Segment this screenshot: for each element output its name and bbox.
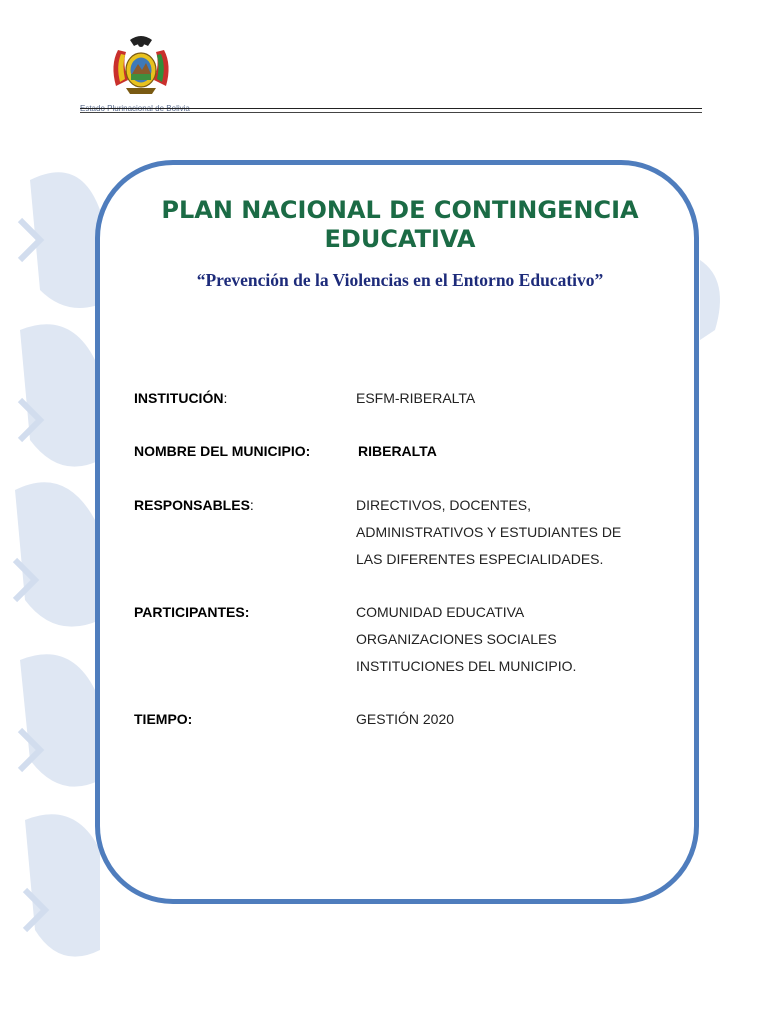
responsables-line: ADMINISTRATIVOS Y ESTUDIANTES DE (356, 524, 622, 540)
document-title (120, 196, 680, 254)
field-value-municipio: RIBERALTA (358, 443, 437, 459)
responsables-colon: : (249, 497, 254, 513)
state-name-text: Estado Plurinacional de Bolivia (80, 104, 190, 113)
institucion-colon: : (223, 390, 228, 406)
responsables-line: LAS DIFERENTES ESPECIALIDADES. (356, 551, 604, 567)
field-value-responsables (356, 492, 621, 573)
field-value-tiempo: GESTIÓN 2020 (356, 711, 455, 727)
field-value-institucion: ESFM-RIBERALTA (356, 390, 476, 406)
field-label-municipio (134, 443, 310, 459)
responsables-label-text: RESPONSABLES (134, 497, 250, 513)
field-label-participantes (134, 604, 249, 620)
title-line-1: PLAN NACIONAL DE CONTINGENCIA (161, 196, 639, 224)
responsables-line: DIRECTIVOS, DOCENTES, (356, 497, 532, 513)
field-value-participantes (356, 599, 576, 680)
participantes-line: ORGANIZACIONES SOCIALES (356, 631, 557, 647)
header-rule (80, 108, 702, 109)
participantes-label-text: PARTICIPANTES: (134, 604, 250, 620)
tiempo-label-text: TIEMPO: (134, 711, 193, 727)
field-label-tiempo (134, 711, 192, 727)
participantes-line: COMUNIDAD EDUCATIVA (356, 604, 525, 620)
title-line-2: EDUCATIVA (324, 225, 476, 253)
bolivia-coat-of-arms-icon (108, 30, 174, 100)
field-label-institucion (134, 390, 227, 406)
municipio-label-text: NOMBRE DEL MUNICIPIO: (134, 443, 311, 459)
document-subtitle: “Prevención de la Violencias en el Entorno Educativo” (196, 270, 604, 290)
participantes-line: INSTITUCIONES DEL MUNICIPIO. (356, 658, 577, 674)
header-rule-secondary (80, 112, 702, 113)
institucion-label-text: INSTITUCIÓN (134, 390, 224, 406)
field-label-responsables (134, 497, 254, 513)
